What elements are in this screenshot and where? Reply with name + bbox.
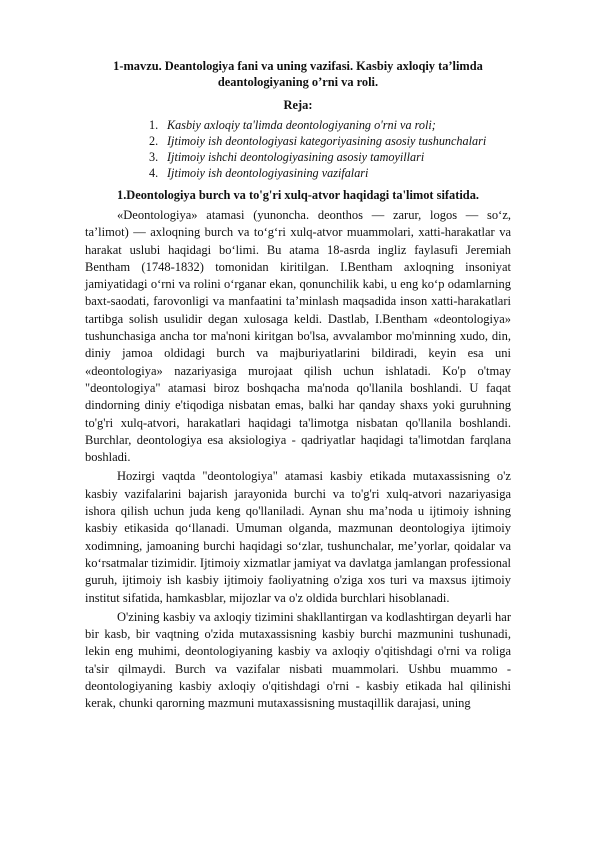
plan-item-text: Kasbiy axloqiy ta'limda deontologiyaning o'rni va roli; [167,118,436,132]
plan-item-number: 3. [149,150,159,164]
document-title: 1-mavzu. Deantologiya fani va uning vazifasi. Kasbiy axloqiy ta’limda deantologiyaning o’rni va roli. [113,59,483,89]
plan-item [149,165,511,181]
body-paragraph: «Deontologiya» atamasi (yunoncha. deonthos — zarur, logos — so‘z, ta’limot) — axloqning burch va to‘g‘ri xulq-atvor muammolari, xatti-harakatlar va harakat uslubi haqidagi bo‘limi. Bu atama 18-asrda ingliz faylasufi Jeremiah Bentham (1748-1832) tomonidan kiritilgan. I.Bentham axloqning insoniyat jamiyatidagi o‘rni va rolini o‘rganar ekan, qonunchilik kabi, u eng ko‘p odamlarning baxt-saodati, farovonligi va manfaatini ta’minlash maqsadida inson xatti-harakatlari tartibga solish usulidir degan xulosaga keldi. Dastlab, I.Bentham «deontologiya» tushunchasiga ancha tor ma'noni kiritgan bo'lsa, avvalambor mo'minning xudo, din, diniy jamoa oldidagi burch va majburiyatlarini bildiradi, keyin esa uni «deontologiya» nazariyasiga murojaat qilish uchun ishlatadi. Ko'p o'tmay "deontologiya" atamasi biroz boshqacha ma'noda qo'llanila boshlandi. U faqat dindorning diniy e'tiqodiga nisbatan emas, balki har qanday shaxs yoki guruhning to'g'ri xulq-atvori, harakatlari haqidagi ta'limotga nisbatan qo'llanila boshlandi. Burchlar, deontologiya esa aksiologiya - qadriyatlar haqidagi ta'limotdan farqlana boshladi. [85,208,511,465]
plan-item-text: Ijtimoiy ishchi deontologiyasining asosiy tamoyillari [167,150,425,164]
plan-item [149,117,511,133]
plan-item [149,133,511,149]
body-paragraph: O'zining kasbiy va axloqiy tizimini shakllantirgan va kodlashtirgan deyarli har bir kasb, bir vaqtning o'zida mutaxassisning kasbiy burchi mazmunini tushunadi, lekin eng muhimi, deontologiyaning kasbiy va axloqiy o'qitishdagi o'rni va roliga ta'sir qilmaydi. Burch va vazifalar nisbati muammolari. Ushbu muammo - deontologiyaning kasbiy axloqiy o'qitishdagi o'rni - kasbiy etikada hal qilinishi kerak, chunki qarorning mazmuni mutaxassisning mustaqillik darajasi, uning [85,609,511,711]
plan-item-number: 4. [149,166,159,180]
plan-item-text: Ijtimoiy ish deontologiyasi kategoriyasining asosiy tushunchalari [167,134,487,148]
plan-label: Reja: [283,98,313,112]
section-heading: 1.Deontologiya burch va to'g'ri xulq-atvor haqidagi ta'limot sifatida. [117,188,479,202]
body-paragraph: Hozirgi vaqtda "deontologiya" atamasi kasbiy etikada mutaxassisning o'z kasbiy vazifalarini bajarish jarayonida burchi va to'g'ri xulq-atvori nazariyasiga ishora qilish uchun juda keng qo'llaniladi. Aynan shu ma’noda u ijtimoiy ishning kasbiy etikasida qo‘llanadi. Umuman olganda, mazmunan deontologiya ijtimoiy xodimning, jamoaning burchi haqidagi so‘zlar, tushunchalar, me’yorlar, qoidalar va ko‘rsatmalar tizimidir. Ijtimoiy xizmatlar jamiyat va davlatga jamlangan professional guruh, ijtimoiy ish kasbiy ijtimoiy faoliyatning o'ziga xos turi va maxsus ijtimoiy institut sifatida, hamkasblar, mijozlar va o'z oldida burchlari hisoblanadi. [85,469,511,605]
plan-item-number: 2. [149,134,159,148]
plan-item-number: 1. [149,118,159,132]
plan-list [85,117,511,181]
document-page [85,58,511,713]
plan-item [149,149,511,165]
plan-item-text: Ijtimoiy ish deontologiyasining vazifalari [167,166,369,180]
